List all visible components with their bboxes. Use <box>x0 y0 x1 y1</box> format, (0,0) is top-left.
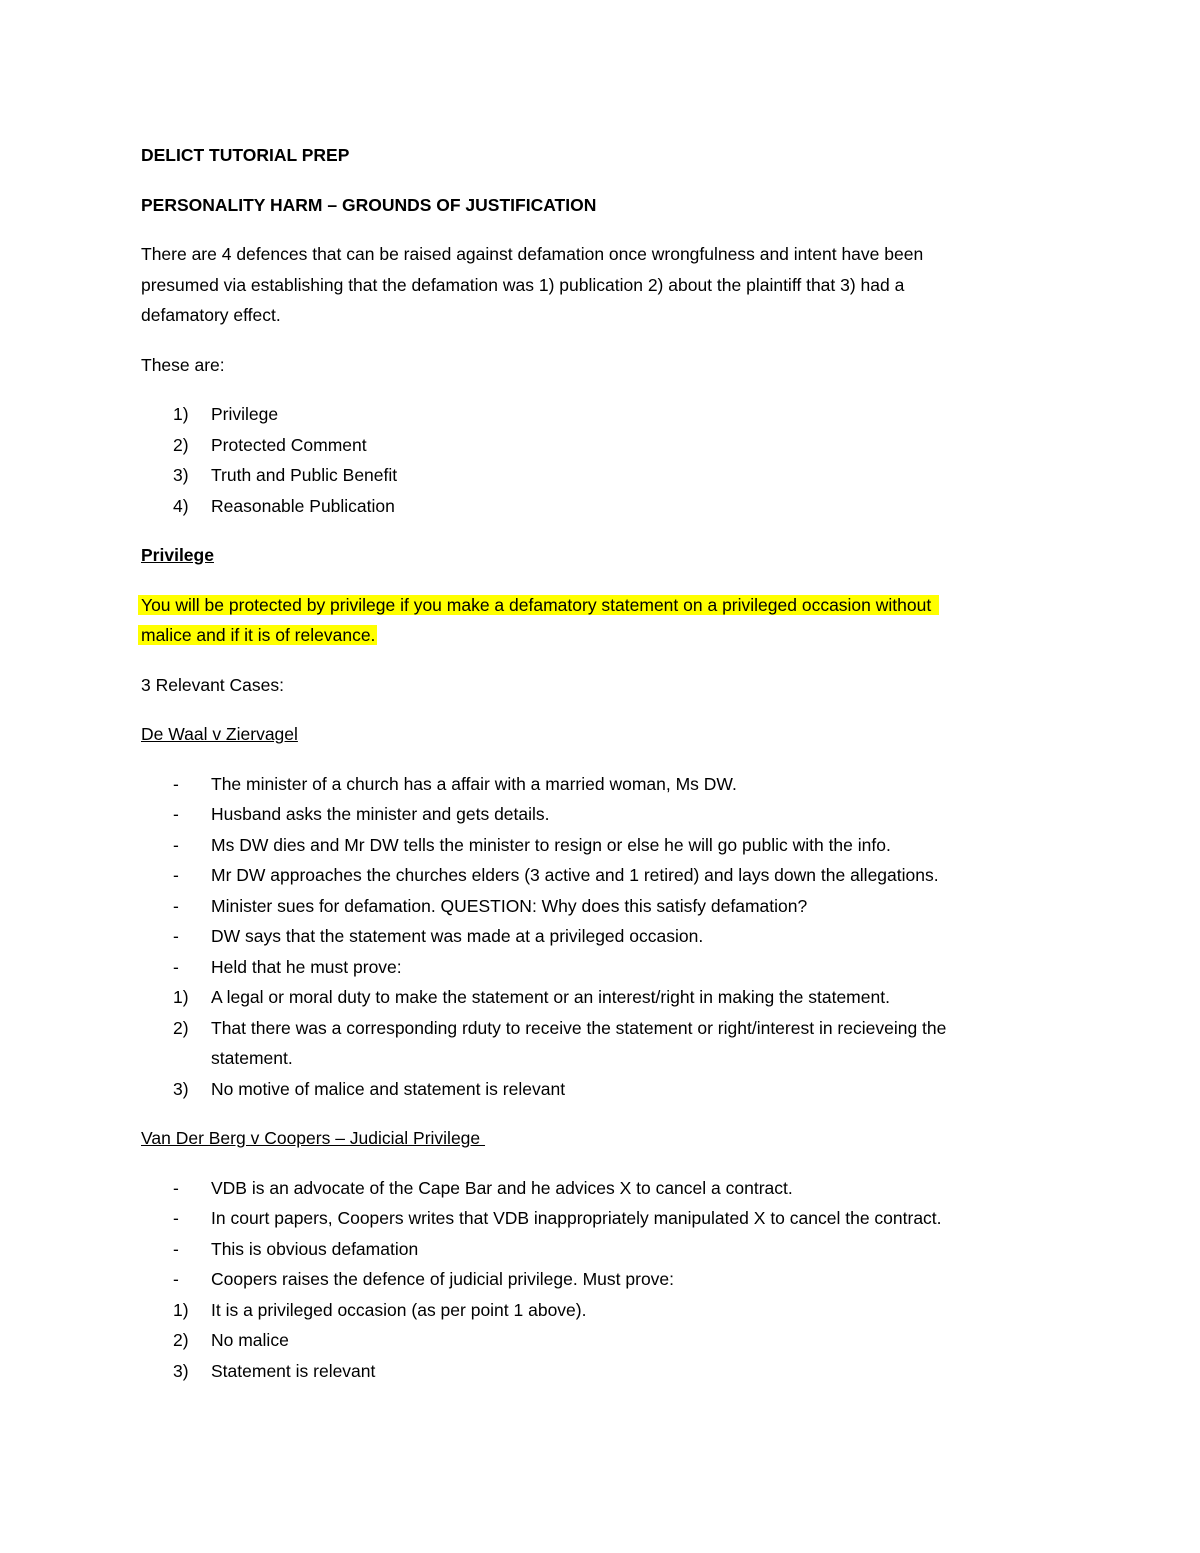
list-text: Truth and Public Benefit <box>211 465 398 485</box>
list-number: 2) <box>173 1017 189 1038</box>
list-item <box>141 769 1061 800</box>
list-text: Coopers raises the defence of judicial privilege. Must prove: <box>211 1269 675 1289</box>
case-title-de-waal: De Waal v Ziervagel <box>141 724 298 744</box>
dash-marker: - <box>173 1269 179 1289</box>
list-item-continuation <box>141 1043 1061 1074</box>
dash-marker: - <box>173 804 179 824</box>
list-item <box>141 1013 1061 1044</box>
list-item <box>141 399 1061 430</box>
dash-marker: - <box>173 834 179 855</box>
list-item <box>141 1203 1061 1234</box>
list-text: DW says that the statement was made at a privileged occasion. <box>211 926 704 946</box>
case2-list <box>141 1173 1061 1387</box>
list-text: Minister sues for defamation. QUESTION: Why does this satisfy defamation? <box>211 895 808 916</box>
case-title-van-der-berg: Van Der Berg v Coopers – Judicial Privilege <box>141 1128 486 1148</box>
list-item <box>141 952 1061 983</box>
list-text: This is obvious defamation <box>211 1238 419 1259</box>
list-number: 3) <box>173 1360 189 1381</box>
list-number: 1) <box>173 987 189 1007</box>
defences-list <box>141 399 1061 521</box>
highlight-line-1: You will be protected by privilege if you make a defamatory statement on a privileged occasion without <box>138 595 939 615</box>
list-text: Privilege <box>211 404 279 424</box>
list-text: Mr DW approaches the churches elders (3 active and 1 retired) and lays down the allegations. <box>211 865 939 885</box>
list-text: Husband asks the minister and gets details. <box>211 804 550 824</box>
list-item <box>141 1264 1061 1295</box>
dash-marker: - <box>173 1208 179 1228</box>
list-item <box>141 460 1061 491</box>
list-number: 3) <box>173 465 189 485</box>
dash-marker: - <box>173 773 179 794</box>
list-text: Statement is relevant <box>211 1360 376 1381</box>
list-number: 3) <box>173 1078 189 1099</box>
highlight-line-2: malice and if it is of relevance. <box>138 625 377 645</box>
list-number: 1) <box>173 1299 189 1320</box>
list-number: 1) <box>173 404 189 424</box>
list-number: 4) <box>173 495 189 516</box>
list-item <box>141 799 1061 830</box>
list-text: It is a privileged occasion (as per point 1 above). <box>211 1299 587 1320</box>
list-text: No malice <box>211 1330 289 1350</box>
dash-marker: - <box>173 926 179 946</box>
list-text: That there was a corresponding rduty to receive the statement or right/interest in recieveing the <box>211 1017 947 1038</box>
list-item <box>141 1356 1061 1387</box>
cases-heading: 3 Relevant Cases: <box>141 674 284 695</box>
intro-line-3: defamatory effect. <box>141 305 281 325</box>
list-item <box>141 1074 1061 1105</box>
intro-line-1: There are 4 defences that can be raised against defamation once wrongfulness and intent have been <box>141 244 924 264</box>
list-text: statement. <box>211 1048 293 1068</box>
list-text: Protected Comment <box>211 434 367 455</box>
these-are-label: These are: <box>141 354 225 375</box>
intro-line-2: presumed via establishing that the defamation was 1) publication 2) about the plaintiff that 3) had a <box>141 274 905 295</box>
dash-marker: - <box>173 865 179 885</box>
document-page <box>141 140 1061 1386</box>
list-text: Held that he must prove: <box>211 956 402 977</box>
list-text: In court papers, Coopers writes that VDB inappropriately manipulated X to cancel the contract. <box>211 1208 942 1228</box>
list-item <box>141 891 1061 922</box>
list-item <box>141 1295 1061 1326</box>
list-item <box>141 921 1061 952</box>
list-item <box>141 860 1061 891</box>
list-text: No motive of malice and statement is relevant <box>211 1078 566 1099</box>
dash-marker: - <box>173 1177 179 1198</box>
list-item <box>141 1234 1061 1265</box>
highlighted-definition <box>141 590 1061 651</box>
case1-list <box>141 769 1061 1105</box>
dash-marker: - <box>173 1238 179 1259</box>
list-item <box>141 1173 1061 1204</box>
list-item <box>141 491 1061 522</box>
list-text: Reasonable Publication <box>211 495 395 516</box>
privilege-heading: Privilege <box>141 545 214 565</box>
list-text: VDB is an advocate of the Cape Bar and he advices X to cancel a contract. <box>211 1177 793 1198</box>
list-item <box>141 830 1061 861</box>
list-item <box>141 1325 1061 1356</box>
list-number: 2) <box>173 1330 189 1350</box>
list-item <box>141 982 1061 1013</box>
dash-marker: - <box>173 895 179 916</box>
list-text: The minister of a church has a affair with a married woman, Ms DW. <box>211 773 737 794</box>
document-title: DELICT TUTORIAL PREP <box>141 145 350 165</box>
list-text: A legal or moral duty to make the statement or an interest/right in making the statement. <box>211 987 890 1007</box>
section-heading: PERSONALITY HARM – GROUNDS OF JUSTIFICATION <box>141 194 597 215</box>
list-text: Ms DW dies and Mr DW tells the minister to resign or else he will go public with the info. <box>211 834 891 855</box>
dash-marker: - <box>173 956 179 977</box>
list-item <box>141 430 1061 461</box>
list-number: 2) <box>173 434 189 455</box>
